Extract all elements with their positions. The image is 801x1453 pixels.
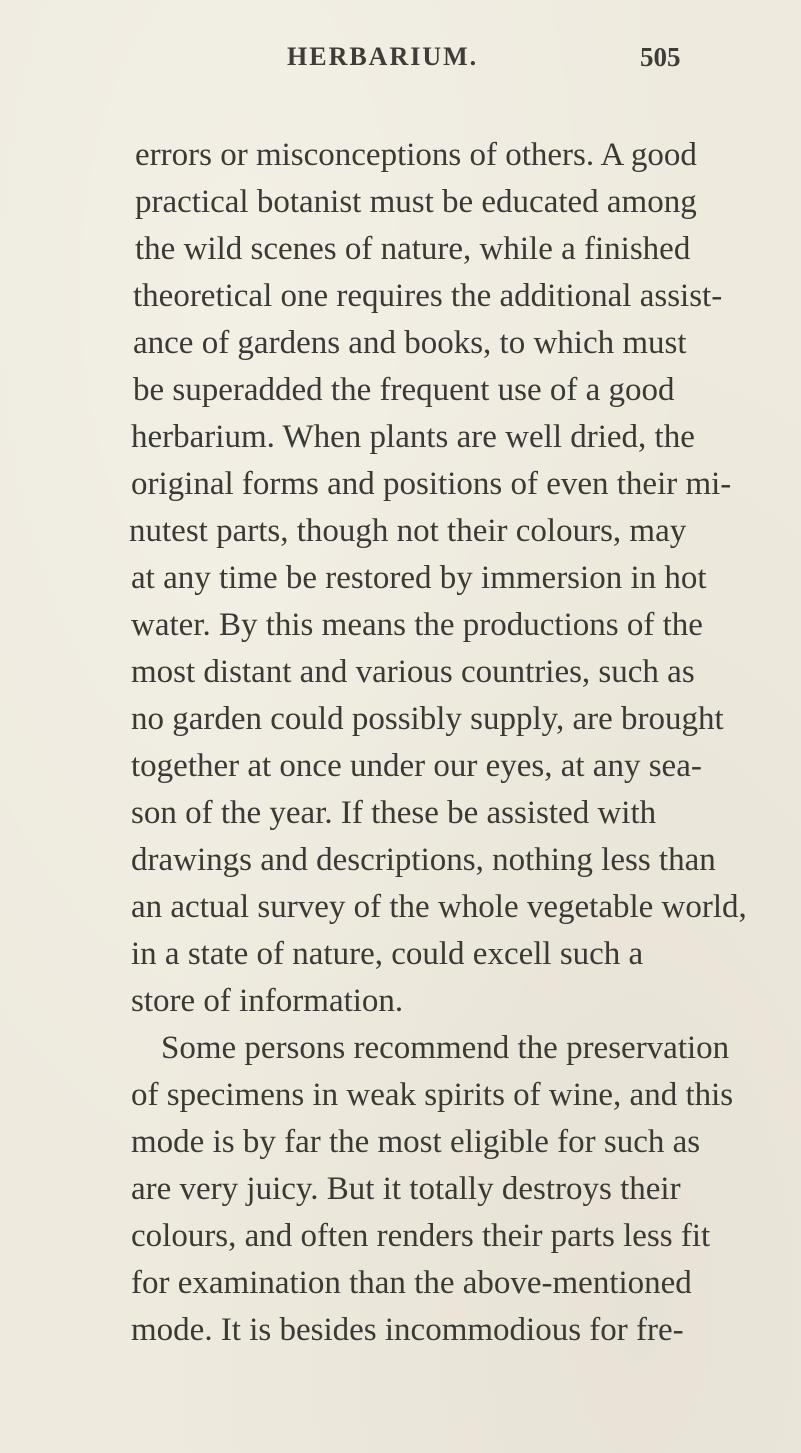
text-line: mode. It is besides incommodious for fre- [131,1312,684,1348]
text-line: herbarium. When plants are well dried, the [131,419,695,455]
text-line: Some persons recommend the preservation [161,1030,730,1066]
text-line: an actual survey of the whole vegetable world, [131,889,747,925]
text-line: ance of gardens and books, to which must [133,325,687,361]
text-line: drawings and descriptions, nothing less than [131,842,716,878]
text-line: mode is by far the most eligible for such as [131,1124,701,1160]
text-line: the wild scenes of nature, while a finished [135,231,691,267]
page-number: 505 [640,42,681,72]
text-line: together at once under our eyes, at any sea- [131,748,702,784]
text-line: of specimens in weak spirits of wine, and this [131,1077,734,1113]
text-line: original forms and positions of even their mi- [131,466,732,502]
text-line: at any time be restored by immersion in hot [131,560,707,596]
text-line: in a state of nature, could excell such a [131,936,644,972]
text-line: practical botanist must be educated among [135,184,697,220]
text-line: are very juicy. But it totally destroys their [131,1171,681,1207]
text-line: for examination than the above-mentioned [131,1265,692,1301]
text-line: son of the year. If these be assisted with [131,795,657,831]
text-line: errors or misconceptions of others. A good [135,137,697,173]
text-line: nutest parts, though not their colours, may [129,513,687,549]
text-line: most distant and various countries, such as [131,654,695,690]
running-title: HERBARIUM. [287,42,479,71]
text-line: colours, and often renders their parts less fit [131,1218,711,1254]
running-head [0,42,801,82]
text-line: be superadded the frequent use of a good [133,372,675,408]
text-line: no garden could possibly supply, are brought [131,701,724,737]
text-line: theoretical one requires the additional assist- [133,278,723,314]
text-line: store of information. [131,983,404,1019]
text-line: water. By this means the productions of the [131,607,703,643]
